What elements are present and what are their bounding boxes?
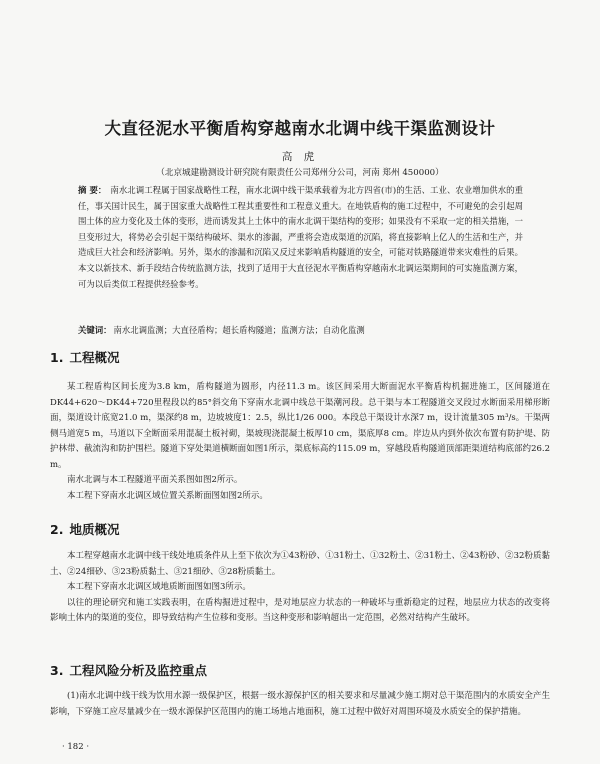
paragraph: (1)南水北调中线干线为饮用水源一级保护区，根据一级水源保护区的相关要求和尽量减少施工期对总干渠范围内的水质安全产生影响，下穿施工应尽量减少在一级水源保护区范围内的施工场地占地面积，施工过程中做好对周围环境及水质安全的保护措施。	[50, 691, 550, 717]
keywords-text: 南水北调监测；大直径盾构；超长盾构隧道；监测方法；自动化监测	[113, 325, 365, 335]
author-affiliation: （北京城建勘测设计研究院有限责任公司郑州分公司，河南 郑州 450000）	[156, 168, 444, 178]
section-number: 1.	[50, 350, 64, 365]
author-name: 高 虎	[281, 151, 319, 163]
section-number: 3.	[50, 663, 64, 678]
section-heading-3	[50, 661, 207, 679]
section-heading-2	[50, 520, 119, 538]
section-title: 工程风险分析及监控重点	[69, 663, 207, 678]
section-2-body	[50, 549, 550, 627]
section-3-body	[50, 689, 550, 720]
page-number: · 182 ·	[62, 742, 90, 752]
paragraph: 以往的理论研究和施工实践表明，在盾构掘进过程中，是对地层应力状态的一种破坏与重新稳定的过程，地层应力状态的改变将影响土体内的渠道的变位，即导致结构产生位移和变形。当这种变形和影响超出一定范围，必然对结构产生破坏。	[50, 597, 550, 623]
abstract-text: 南水北调工程属于国家战略性工程，南水北调中线干渠承载着为北方四省(市)的生活、工业、农业增加供水的重任，事关国计民生，属于国家重大战略性工程其重要性和工程意义重大。在地铁盾构的施工过程中，不可避免的会引起周围土体的应力变化及土体的变形，进而诱发其上土体中的南水北调干渠结构的变形；如果没有不采取一定的相关措施，一旦变形过大，将势必会引起干渠结构破坏、渠水的渗漏，严重将会造成渠道的沉陷，将直接影响上亿人的生活和生产，并造成巨大社会和经济影响。另外，渠水的渗漏和沉陷又反过来影响盾构隧道的安全，可能对铁路隧道带来灾难性的后果。本文以新技术、新手段结合传统监测方法，找到了适用于大直径泥水平衡盾构穿越南水北调运渠期间的可实施监测方案，可为以后类似工程提供经验参考。	[78, 185, 523, 289]
paper-title: 大直径泥水平衡盾构穿越南水北调中线干渠监测设计	[104, 119, 496, 138]
paragraph: 本工程下穿南水北调区域位置关系断面图如图2所示。	[67, 490, 268, 501]
paragraph: 南水北调与本工程隧道平面关系图如图2所示。	[67, 475, 243, 485]
section-1-body	[50, 380, 550, 504]
section-heading-1	[50, 348, 119, 366]
section-number: 2.	[50, 522, 64, 537]
abstract-label: 摘 要：	[78, 185, 107, 195]
paragraph: 某工程盾构区间长度为3.8 km，盾构隧道为圆形，内径11.3 m。该区间采用大断面泥水平衡盾构机掘进施工，区间隧道在DK44+620～DK44+720里程段以约85°斜交角下穿南水北调中线总干渠潮河段。总干渠与本工程隧道交叉段过水断面采用梯形断面，渠道设计底宽21.0 m，渠深约8 m，边坡坡度1：2.5，纵比1/26 000。本段总干渠设计水深7 m，设计流量305 m³/s。干渠两侧马道宽5 m，马道以下全断面采用混凝土板衬砌，渠坡现浇混凝土板厚10 cm，渠底厚8 cm。岸边从内到外依次布置有防护堤、防护林带、截流沟和防护围栏。隧道下穿处渠道横断面如图1所示，渠底标高约115.09 m，穿越段盾构隧道顶部距渠道结构底部约26.2 m。	[50, 382, 550, 470]
keywords-label: 关键词：	[78, 325, 112, 335]
paragraph: 本工程下穿南水北调区域地质断面图如图3所示。	[67, 582, 251, 592]
abstract	[78, 183, 523, 292]
section-title: 地质概况	[69, 522, 120, 537]
paragraph: 本工程穿越南水北调中线干线处地质条件从上至下依次为①43粉砂、①31粉土、①32粉土、②31粉土、②43粉砂、②32粉质黏土、②24细砂、③23粉质黏土、③21细砂、③28粉质黏土。	[50, 551, 550, 577]
keywords	[78, 323, 523, 337]
section-title: 工程概况	[69, 350, 120, 365]
